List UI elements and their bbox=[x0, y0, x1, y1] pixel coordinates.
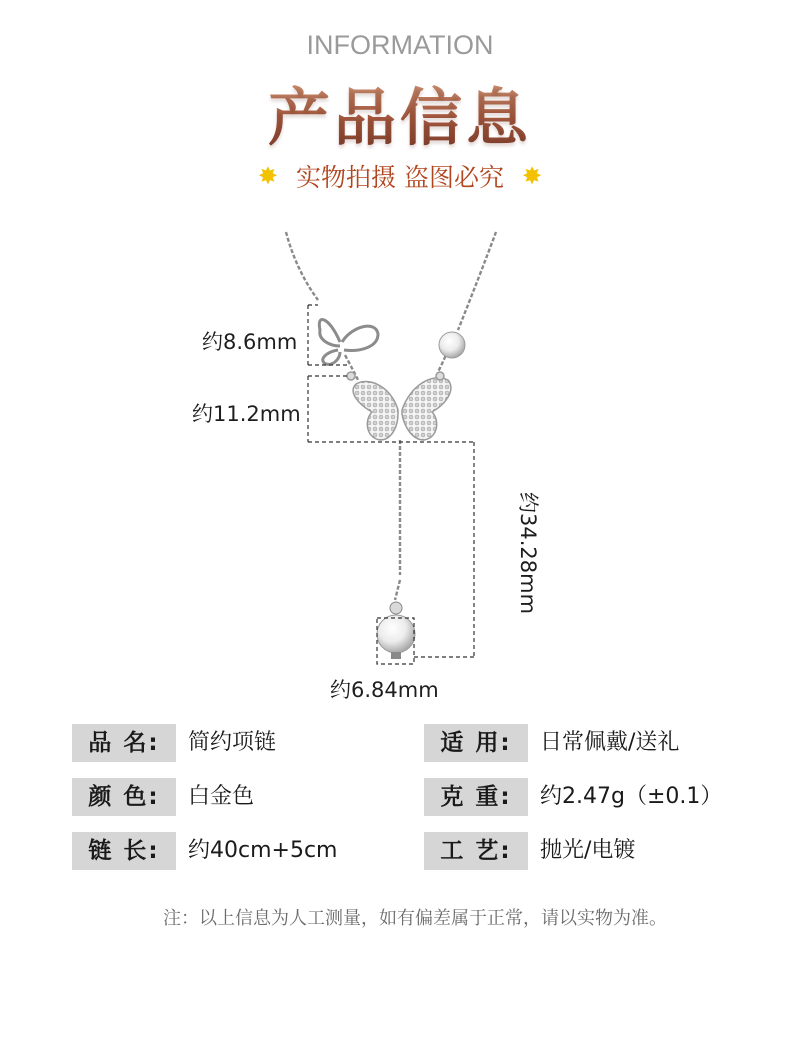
dim-pendant-length: 约34.28mm bbox=[516, 492, 540, 615]
star-icon: ✸ bbox=[521, 162, 543, 190]
big-butterfly bbox=[347, 372, 451, 440]
slogan-text: 实物拍摄 盗图必究 bbox=[296, 163, 504, 192]
dim-pearl: 约6.84mm bbox=[330, 678, 439, 702]
spec-value: 日常佩戴/送礼 bbox=[540, 730, 680, 755]
spec-value: 抛光/电镀 bbox=[540, 838, 636, 863]
small-butterfly bbox=[319, 320, 378, 365]
dim-big-butterfly: 约11.2mm bbox=[192, 402, 301, 426]
spec-key: 品 名: bbox=[72, 724, 176, 762]
spec-key: 适 用: bbox=[424, 724, 528, 762]
spec-key: 链 长: bbox=[72, 832, 176, 870]
side-pearl bbox=[439, 332, 465, 358]
spec-key: 工 艺: bbox=[424, 832, 528, 870]
eyebrow-text: INFORMATION bbox=[306, 30, 494, 60]
spec-value: 约40cm+5cm bbox=[188, 838, 338, 863]
dim-small-butterfly: 约8.6mm bbox=[202, 330, 298, 354]
spec-value: 约2.47g（±0.1） bbox=[540, 784, 723, 809]
star-icon: ✸ bbox=[257, 162, 279, 190]
spec-key: 颜 色: bbox=[72, 778, 176, 816]
spec-key: 克 重: bbox=[424, 778, 528, 816]
page-title: 产品信息 bbox=[0, 68, 800, 157]
spec-value: 白金色 bbox=[188, 784, 255, 809]
spec-value: 简约项链 bbox=[188, 730, 277, 755]
drop-pearl bbox=[377, 602, 415, 659]
disclaimer-note: 注：以上信息为人工测量，如有偏差属于正常，请以实物为准。 bbox=[163, 908, 667, 929]
